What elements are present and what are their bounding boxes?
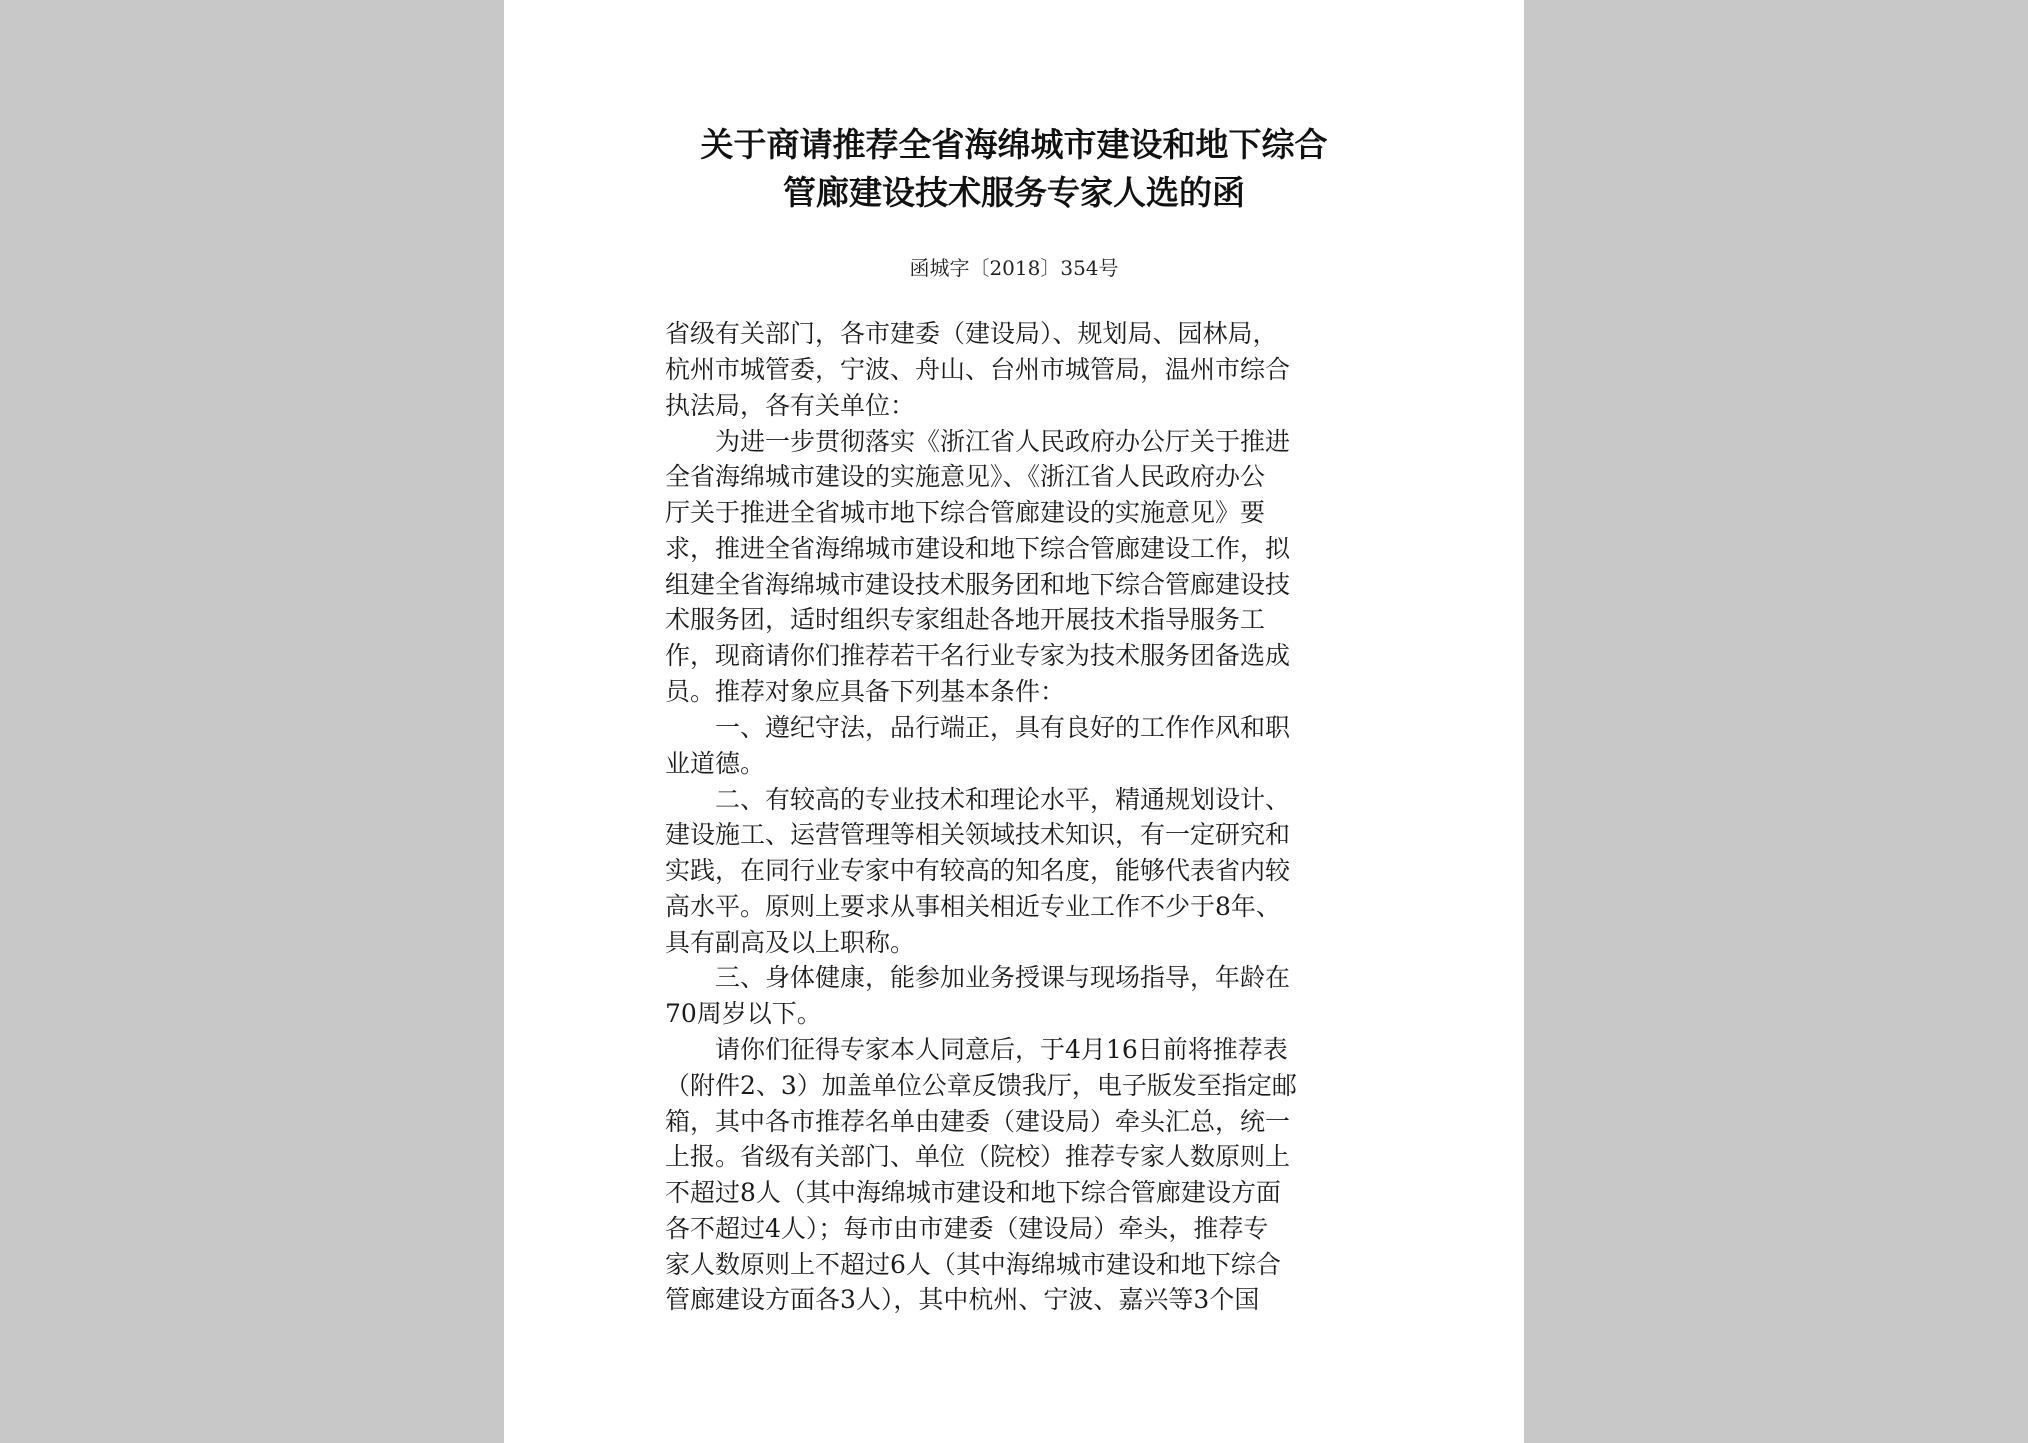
- body-line: 执法局，各有关单位：: [665, 391, 916, 420]
- body-line: 全省海绵城市建设的实施意见》、《浙江省人民政府办公: [665, 462, 1266, 491]
- body-line: 箱，其中各市推荐名单由建委（建设局）牵头汇总，统一: [665, 1107, 1291, 1136]
- body-line: 为进一步贯彻落实《浙江省人民政府办公厅关于推进: [665, 427, 1291, 456]
- body-line: 二、有较高的专业技术和理论水平，精通规划设计、: [665, 785, 1291, 814]
- document-page: [504, 0, 1524, 1443]
- document-title-line-1: 关于商请推荐全省海绵城市建设和地下综合: [700, 125, 1328, 164]
- body-line: 杭州市城管委，宁波、舟山、台州市城管局，温州市综合: [665, 355, 1291, 384]
- body-line: 一、遵纪守法，品行端正，具有良好的工作作风和职: [665, 713, 1291, 742]
- body-line: 建设施工、运营管理等相关领域技术知识，有一定研究和: [665, 820, 1291, 849]
- body-line: 组建全省海绵城市建设技术服务团和地下综合管廊建设技: [665, 570, 1291, 599]
- body-line: 各不超过4人）；每市由市建委（建设局）牵头，推荐专: [665, 1214, 1269, 1243]
- body-line: 70周岁以下。: [665, 999, 822, 1028]
- body-line: 高水平。原则上要求从事相关相近专业工作不少于8年、: [665, 892, 1281, 921]
- body-line: 作，现商请你们推荐若干名行业专家为技术服务团备选成: [665, 641, 1291, 670]
- body-line: 具有副高及以上职称。: [665, 928, 916, 957]
- body-line: 业道德。: [665, 749, 766, 778]
- body-line: 求，推进全省海绵城市建设和地下综合管廊建设工作，拟: [665, 534, 1291, 563]
- body-line: 省级有关部门，各市建委（建设局）、规划局、园林局，: [665, 319, 1278, 348]
- body-line: 不超过8人（其中海绵城市建设和地下综合管廊建设方面: [665, 1178, 1281, 1207]
- document-title-line-2: 管廊建设技术服务专家人选的函: [783, 173, 1245, 212]
- body-line: 术服务团，适时组织专家组赴各地开展技术指导服务工: [665, 605, 1266, 634]
- body-line: 厅关于推进全省城市地下综合管廊建设的实施意见》要: [665, 498, 1266, 527]
- body-line: 实践，在同行业专家中有较高的知名度，能够代表省内较: [665, 856, 1291, 885]
- body-line: 管廊建设方面各3人），其中杭州、宁波、嘉兴等3个国: [665, 1285, 1260, 1314]
- body-line: 上报。省级有关部门、单位（院校）推荐专家人数原则上: [665, 1142, 1291, 1171]
- body-line: 三、身体健康，能参加业务授课与现场指导，年龄在: [665, 963, 1291, 992]
- body-line: （附件2、3）加盖单位公章反馈我厅，电子版发至指定邮: [665, 1071, 1297, 1100]
- body-line: 家人数原则上不超过6人（其中海绵城市建设和地下综合: [665, 1250, 1281, 1279]
- body-line: 员。推荐对象应具备下列基本条件：: [665, 677, 1066, 706]
- body-line: 请你们征得专家本人同意后，于4月16日前将推荐表: [665, 1035, 1288, 1064]
- document-number: 函城字〔2018〕354号: [909, 256, 1119, 280]
